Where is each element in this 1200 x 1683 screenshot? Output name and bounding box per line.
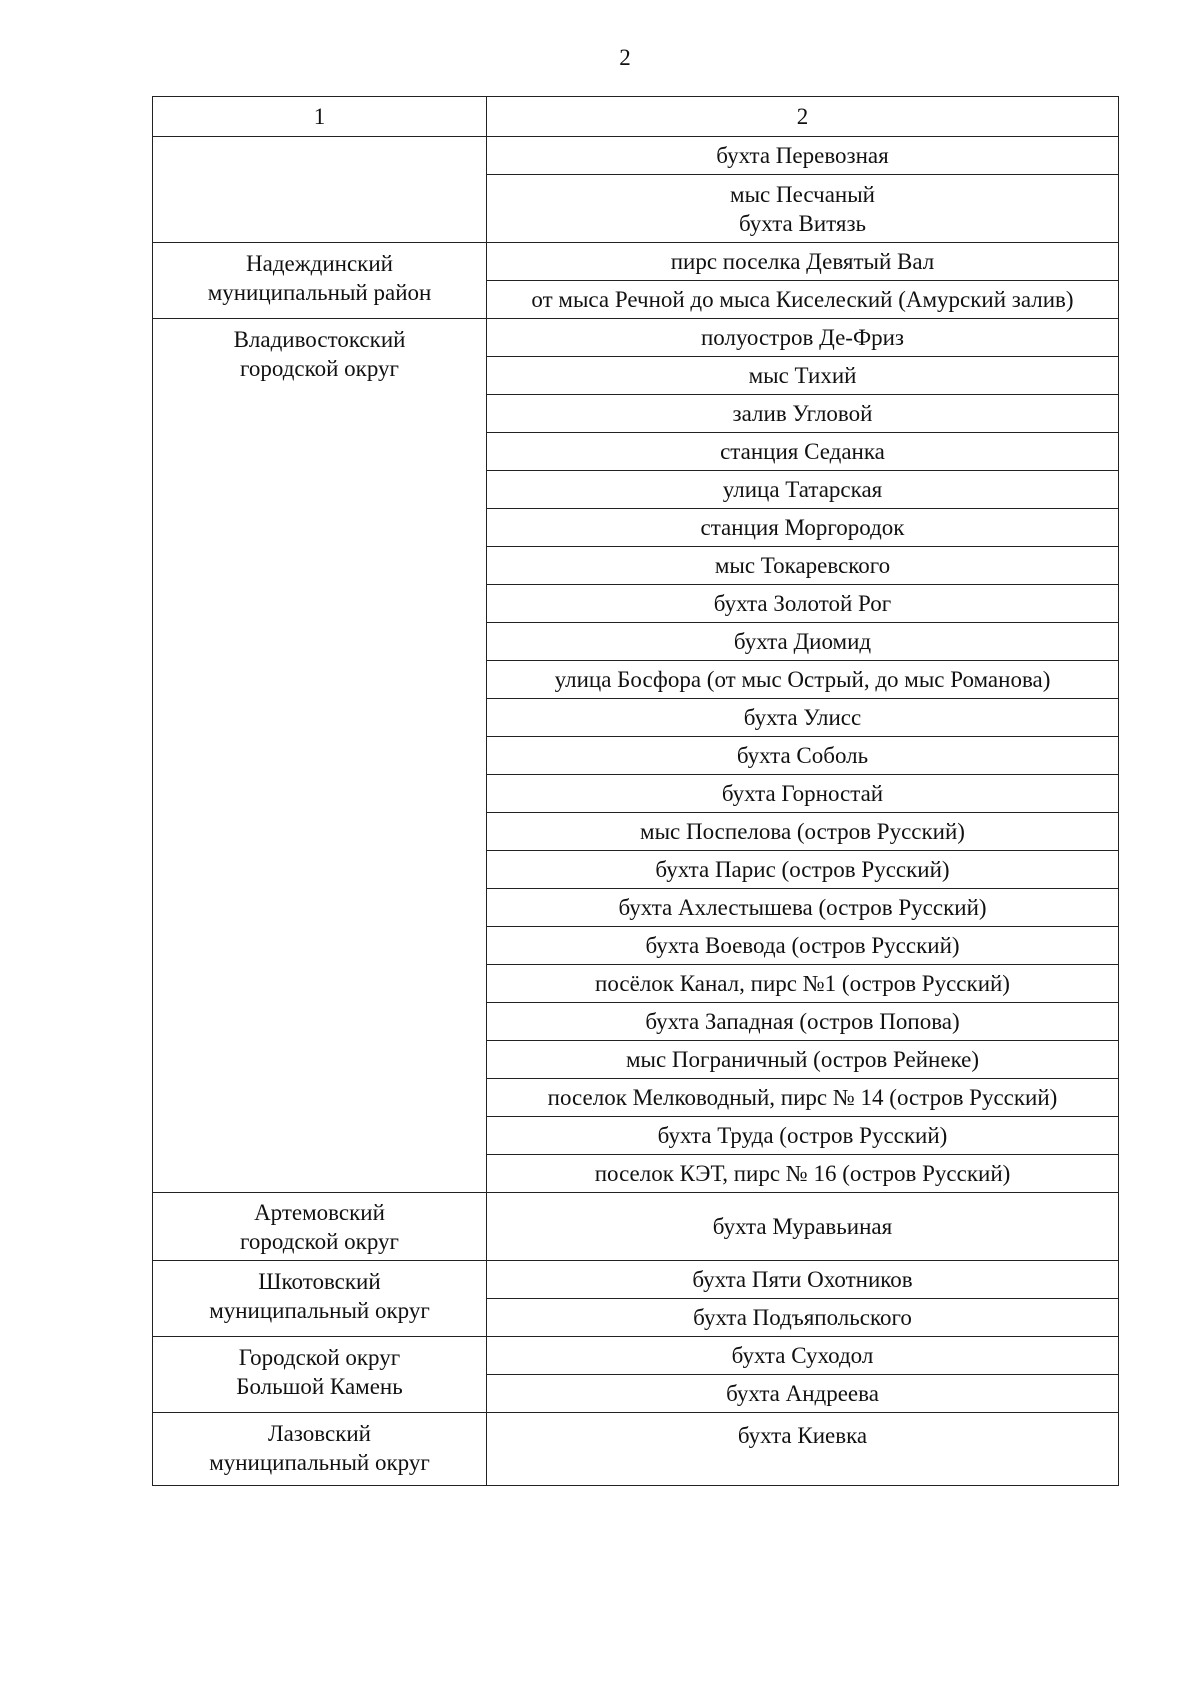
place-cell — [487, 1041, 1119, 1079]
place-text: бухта Пяти Охотников — [692, 1267, 913, 1292]
place-cell — [487, 319, 1119, 357]
place-text: бухта Западная (остров Попова) — [645, 1009, 960, 1034]
places-table — [152, 96, 1119, 1486]
district-cell — [153, 1337, 487, 1413]
place-cell — [487, 1337, 1119, 1375]
place-text: бухта Воевода (остров Русский) — [645, 933, 960, 958]
district-name: Надеждинский — [246, 251, 393, 276]
place-cell — [487, 1003, 1119, 1041]
place-text: от мыса Речной до мыса Киселеский (Амурский залив) — [531, 287, 1074, 312]
place-cell — [487, 889, 1119, 927]
place-text: мыс Пограничный (остров Рейнеке) — [625, 1047, 980, 1072]
place-cell — [487, 433, 1119, 471]
table-row — [153, 1337, 1119, 1375]
place-text: бухта Горностай — [721, 781, 884, 806]
place-text: бухта Подъяпольского — [693, 1305, 912, 1330]
place-cell — [487, 927, 1119, 965]
place-text: мыс Тихий — [748, 363, 857, 388]
place-cell — [487, 509, 1119, 547]
place-text: бухта Труда (остров Русский) — [657, 1123, 948, 1148]
place-cell — [487, 471, 1119, 509]
place-cell — [487, 357, 1119, 395]
place-cell — [487, 395, 1119, 433]
district-name: Владивостокский — [233, 327, 406, 352]
place-text: бухта Улисс — [743, 705, 862, 730]
place-text: поселок КЭТ, пирс № 16 (остров Русский) — [594, 1161, 1011, 1186]
district-cell-empty — [153, 137, 487, 243]
place-text: бухта Суходол — [731, 1343, 874, 1368]
place-cell — [487, 1261, 1119, 1299]
table-row — [153, 243, 1119, 281]
place-cell — [487, 175, 1119, 243]
place-text: бухта Золотой Рог — [713, 591, 892, 616]
table-row — [153, 137, 1119, 175]
place-cell — [487, 661, 1119, 699]
district-name: Артемовский — [254, 1199, 385, 1225]
district-cell — [153, 319, 487, 1193]
place-cell — [487, 547, 1119, 585]
place-cell — [487, 851, 1119, 889]
place-cell — [487, 1117, 1119, 1155]
place-text: поселок Мелководный, пирс № 14 (остров Русский) — [547, 1085, 1058, 1110]
place-cell — [487, 1155, 1119, 1193]
place-cell — [487, 137, 1119, 175]
place-cell — [487, 699, 1119, 737]
place-text: бухта Диомид — [733, 629, 872, 654]
place-cell — [487, 243, 1119, 281]
place-text: мыс Песчаный — [730, 181, 875, 207]
place-text: бухта Соболь — [736, 743, 869, 768]
district-name: муниципальный район — [207, 280, 432, 305]
place-text: посёлок Канал, пирс №1 (остров Русский) — [595, 971, 1010, 996]
place-cell — [487, 281, 1119, 319]
place-text: пирс поселка Девятый Вал — [670, 249, 935, 274]
place-text: бухта Перевозная — [716, 143, 889, 168]
table-row — [153, 319, 1119, 357]
district-cell — [153, 243, 487, 319]
district-name: Шкотовский — [258, 1269, 381, 1294]
place-text: бухта Ахлестышева (остров Русский) — [618, 895, 987, 920]
district-cell — [153, 1261, 487, 1337]
column-header-1: 1 — [153, 97, 487, 137]
place-text: улица Татарская — [722, 477, 883, 502]
place-text: полуостров Де-Фриз — [700, 325, 905, 350]
place-text: станция Седанка — [720, 439, 885, 464]
place-text: бухта Парис (остров Русский) — [655, 857, 950, 882]
district-name: Городской округ — [238, 1345, 401, 1370]
place-cell — [487, 775, 1119, 813]
place-text: бухта Муравьиная — [712, 1214, 893, 1239]
place-text: бухта Андреева — [726, 1381, 879, 1406]
district-cell — [153, 1193, 487, 1261]
table-header-row — [153, 97, 1119, 137]
place-cell — [487, 965, 1119, 1003]
district-name: Лазовский — [268, 1421, 371, 1446]
district-name: городской округ — [240, 1228, 399, 1254]
page-number: 2 — [619, 45, 631, 70]
column-header-2: 2 — [487, 97, 1119, 137]
table-row — [153, 1193, 1119, 1261]
table-row — [153, 1261, 1119, 1299]
district-name: городской округ — [240, 356, 399, 381]
place-cell — [487, 1079, 1119, 1117]
place-cell — [487, 737, 1119, 775]
place-cell — [487, 1375, 1119, 1413]
place-text: улица Босфора (от мыс Острый, до мыс Романова) — [554, 667, 1051, 692]
district-name: муниципальный округ — [209, 1298, 430, 1323]
place-text: станция Моргородок — [700, 515, 905, 540]
district-name: Большой Камень — [236, 1374, 403, 1399]
place-cell — [487, 623, 1119, 661]
place-cell — [487, 585, 1119, 623]
place-text: бухта Витязь — [738, 210, 867, 236]
place-cell — [487, 813, 1119, 851]
place-cell — [487, 1299, 1119, 1337]
place-text: бухта Киевка — [737, 1423, 868, 1448]
place-text: мыс Токаревского — [714, 553, 891, 578]
place-cell — [487, 1193, 1119, 1261]
place-text: мыс Поспелова (остров Русский) — [640, 819, 965, 844]
place-text: залив Угловой — [732, 401, 873, 426]
district-cell — [153, 1413, 487, 1486]
place-cell — [487, 1413, 1119, 1486]
table-row — [153, 1413, 1119, 1486]
district-name: муниципальный округ — [209, 1450, 430, 1475]
